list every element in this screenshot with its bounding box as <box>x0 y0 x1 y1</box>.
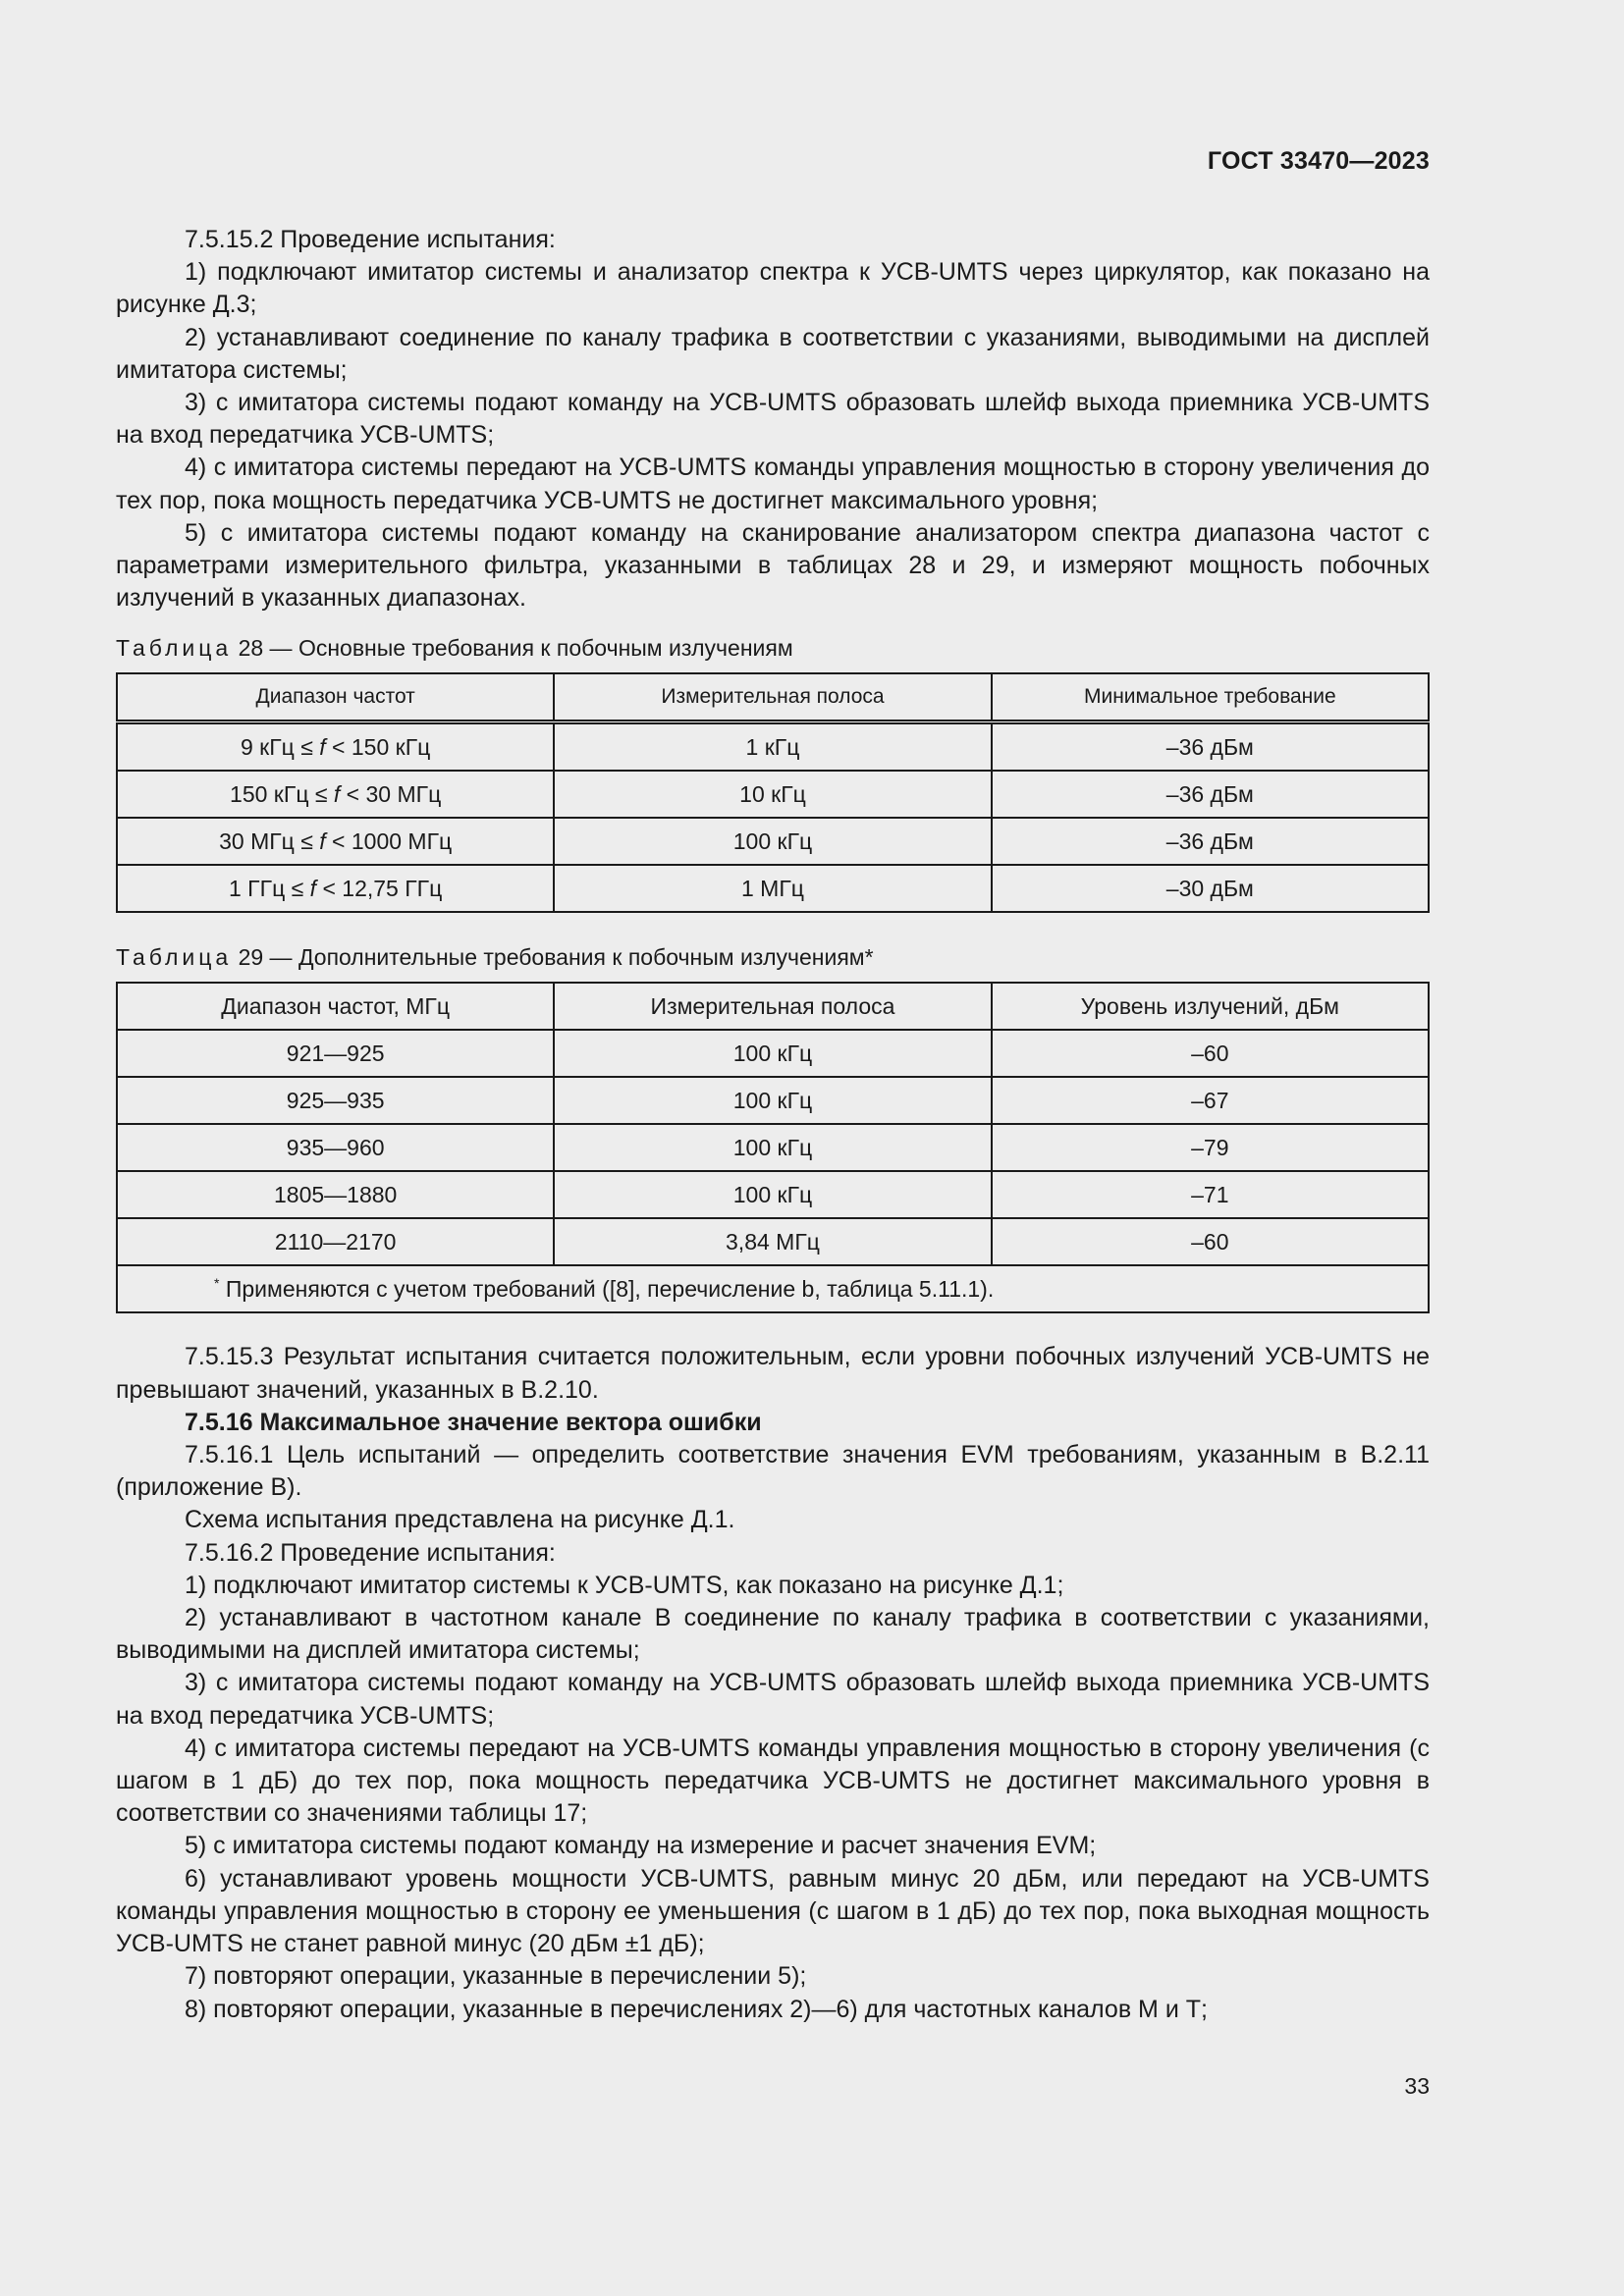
table-cell: –36 дБм <box>992 771 1429 818</box>
table-footnote <box>117 1265 1429 1312</box>
table-cell: 30 МГц ≤ f < 1000 МГц <box>117 818 554 865</box>
list-item: 5) с имитатора системы подают команду на сканирование анализатором спектра диапазона частот с параметрами измерительного фильтра, указанными в таблицах 28 и 29, и измеряют мощность побочных излучений в указанных диапазонах. <box>116 518 1430 613</box>
paragraph: 7.5.15.2 Проведение испытания: <box>185 226 556 253</box>
table-row <box>117 1218 1429 1265</box>
section-7-5-15-2 <box>116 224 1430 614</box>
list-item: 1) подключают имитатор системы к УСВ-UMTS, как показано на рисунке Д.1; <box>185 1571 1064 1599</box>
column-header: Диапазон частот <box>117 673 554 722</box>
table-cell: 921—925 <box>117 1030 554 1077</box>
table-cell: 1 ГГц ≤ f < 12,75 ГГц <box>117 865 554 912</box>
table-cell: –67 <box>992 1077 1429 1124</box>
table-28-caption <box>116 633 1430 663</box>
list-item: 6) устанавливают уровень мощности УСВ-UMTS, равным минус 20 дБм, или передают на УСВ-UMTS команды управления мощностью в сторону ее уменьшения (с шагом в 1 дБ) до тех пор, пока выходная мощность УСВ-UMTS не станет равной минус (20 дБм ±1 дБ); <box>116 1864 1430 1958</box>
page-content <box>116 224 1430 2026</box>
standard-designation: ГОСТ 33470—2023 <box>1207 147 1430 175</box>
table-cell: 1805—1880 <box>117 1171 554 1218</box>
table-cell: 150 кГц ≤ f < 30 МГц <box>117 771 554 818</box>
column-header: Уровень излучений, дБм <box>992 983 1429 1030</box>
paragraph: 7.5.16.1 Цель испытаний — определить соответствие значения EVM требованиям, указанным в В.2.11 (приложение В). <box>116 1441 1430 1502</box>
section-heading: 7.5.16 Максимальное значение вектора ошибки <box>185 1408 762 1436</box>
table-29 <box>116 982 1430 1313</box>
table-cell: –60 <box>992 1030 1429 1077</box>
table-row <box>117 771 1429 818</box>
table-row <box>117 722 1429 772</box>
list-item: 1) подключают имитатор системы и анализатор спектра к УСВ-UMTS через циркулятор, как показано на рисунке Д.3; <box>116 258 1430 319</box>
list-item: 2) устанавливают в частотном канале В соединение по каналу трафика в соответствии с указаниями, выводимыми на дисплей имитатора системы; <box>116 1604 1430 1665</box>
list-item: 5) с имитатора системы подают команду на измерение и расчет значения EVM; <box>185 1832 1097 1860</box>
table-row <box>117 1030 1429 1077</box>
table-cell: –71 <box>992 1171 1429 1218</box>
column-header: Минимальное требование <box>992 673 1429 722</box>
table-cell: 1 кГц <box>554 722 991 772</box>
paragraph: 7.5.15.3 Результат испытания считается положительным, если уровни побочных излучений УСВ-UMTS не превышают значений, указанных в В.2.10. <box>116 1343 1430 1404</box>
table-row <box>117 1124 1429 1171</box>
list-item: 3) с имитатора системы подают команду на УСВ-UMTS образовать шлейф выхода приемника УСВ-UMTS на вход передатчика УСВ-UMTS; <box>116 389 1430 450</box>
table-note-row <box>117 1265 1429 1312</box>
table-cell: 925—935 <box>117 1077 554 1124</box>
table-cell: 1 МГц <box>554 865 991 912</box>
table-row <box>117 818 1429 865</box>
table-row <box>117 865 1429 912</box>
table-cell: –79 <box>992 1124 1429 1171</box>
table-row <box>117 1171 1429 1218</box>
column-header: Измерительная полоса <box>554 983 991 1030</box>
table-cell: 935—960 <box>117 1124 554 1171</box>
list-item: 4) с имитатора системы передают на УСВ-UMTS команды управления мощностью в сторону увеличения до тех пор, пока мощность передатчика УСВ-UMTS не достигнет максимального уровня; <box>116 454 1430 514</box>
table-cell: 100 кГц <box>554 1171 991 1218</box>
table-28 <box>116 672 1430 913</box>
list-item: 3) с имитатора системы подают команду на УСВ-UMTS образовать шлейф выхода приемника УСВ-UMTS на вход передатчика УСВ-UMTS; <box>116 1669 1430 1730</box>
section-7-5-15-3-and-7-5-16 <box>116 1341 1430 2025</box>
table-row <box>117 1077 1429 1124</box>
paragraph: Схема испытания представлена на рисунке Д.1. <box>185 1506 735 1534</box>
list-item: 7) повторяют операции, указанные в перечислении 5); <box>185 1962 807 1991</box>
table-29-caption <box>116 942 1430 972</box>
footnote-text: Применяются с учетом требований ([8], перечисление b, таблица 5.11.1). <box>225 1276 995 1303</box>
table-cell: 9 кГц ≤ f < 150 кГц <box>117 722 554 772</box>
table-cell: 3,84 МГц <box>554 1218 991 1265</box>
table-cell: –36 дБм <box>992 818 1429 865</box>
column-header: Измерительная полоса <box>554 673 991 722</box>
table-29-caption-text: 29 — Дополнительные требования к побочным излучениям* <box>238 944 874 971</box>
table-cell: –36 дБм <box>992 722 1429 772</box>
table-header-row <box>117 983 1429 1030</box>
table-header-row <box>117 673 1429 722</box>
table-cell: –60 <box>992 1218 1429 1265</box>
list-item: 4) с имитатора системы передают на УСВ-UMTS команды управления мощностью в сторону увеличения (с шагом в 1 дБ) до тех пор, пока мощность передатчика УСВ-UMTS не достигнет максимального уровня в соответствии со значениями таблицы 17; <box>116 1734 1430 1828</box>
table-cell: 2110—2170 <box>117 1218 554 1265</box>
table-cell: 100 кГц <box>554 1077 991 1124</box>
table-cell: 100 кГц <box>554 818 991 865</box>
table-28-caption-word: Таблица <box>116 635 233 662</box>
table-29-caption-word: Таблица <box>116 944 233 971</box>
table-cell: 100 кГц <box>554 1124 991 1171</box>
table-cell: 100 кГц <box>554 1030 991 1077</box>
list-item: 2) устанавливают соединение по каналу трафика в соответствии с указаниями, выводимыми на дисплей имитатора системы; <box>116 323 1430 384</box>
list-item: 8) повторяют операции, указанные в перечислениях 2)—6) для частотных каналов М и Т; <box>185 1995 1208 2023</box>
page-number: 33 <box>1404 2073 1430 2099</box>
table-28-caption-text: 28 — Основные требования к побочным излучениям <box>238 635 793 662</box>
table-cell: –30 дБм <box>992 865 1429 912</box>
column-header: Диапазон частот, МГц <box>117 983 554 1030</box>
footnote-mark: * <box>214 1275 220 1292</box>
table-cell: 10 кГц <box>554 771 991 818</box>
paragraph: 7.5.16.2 Проведение испытания: <box>185 1538 556 1567</box>
